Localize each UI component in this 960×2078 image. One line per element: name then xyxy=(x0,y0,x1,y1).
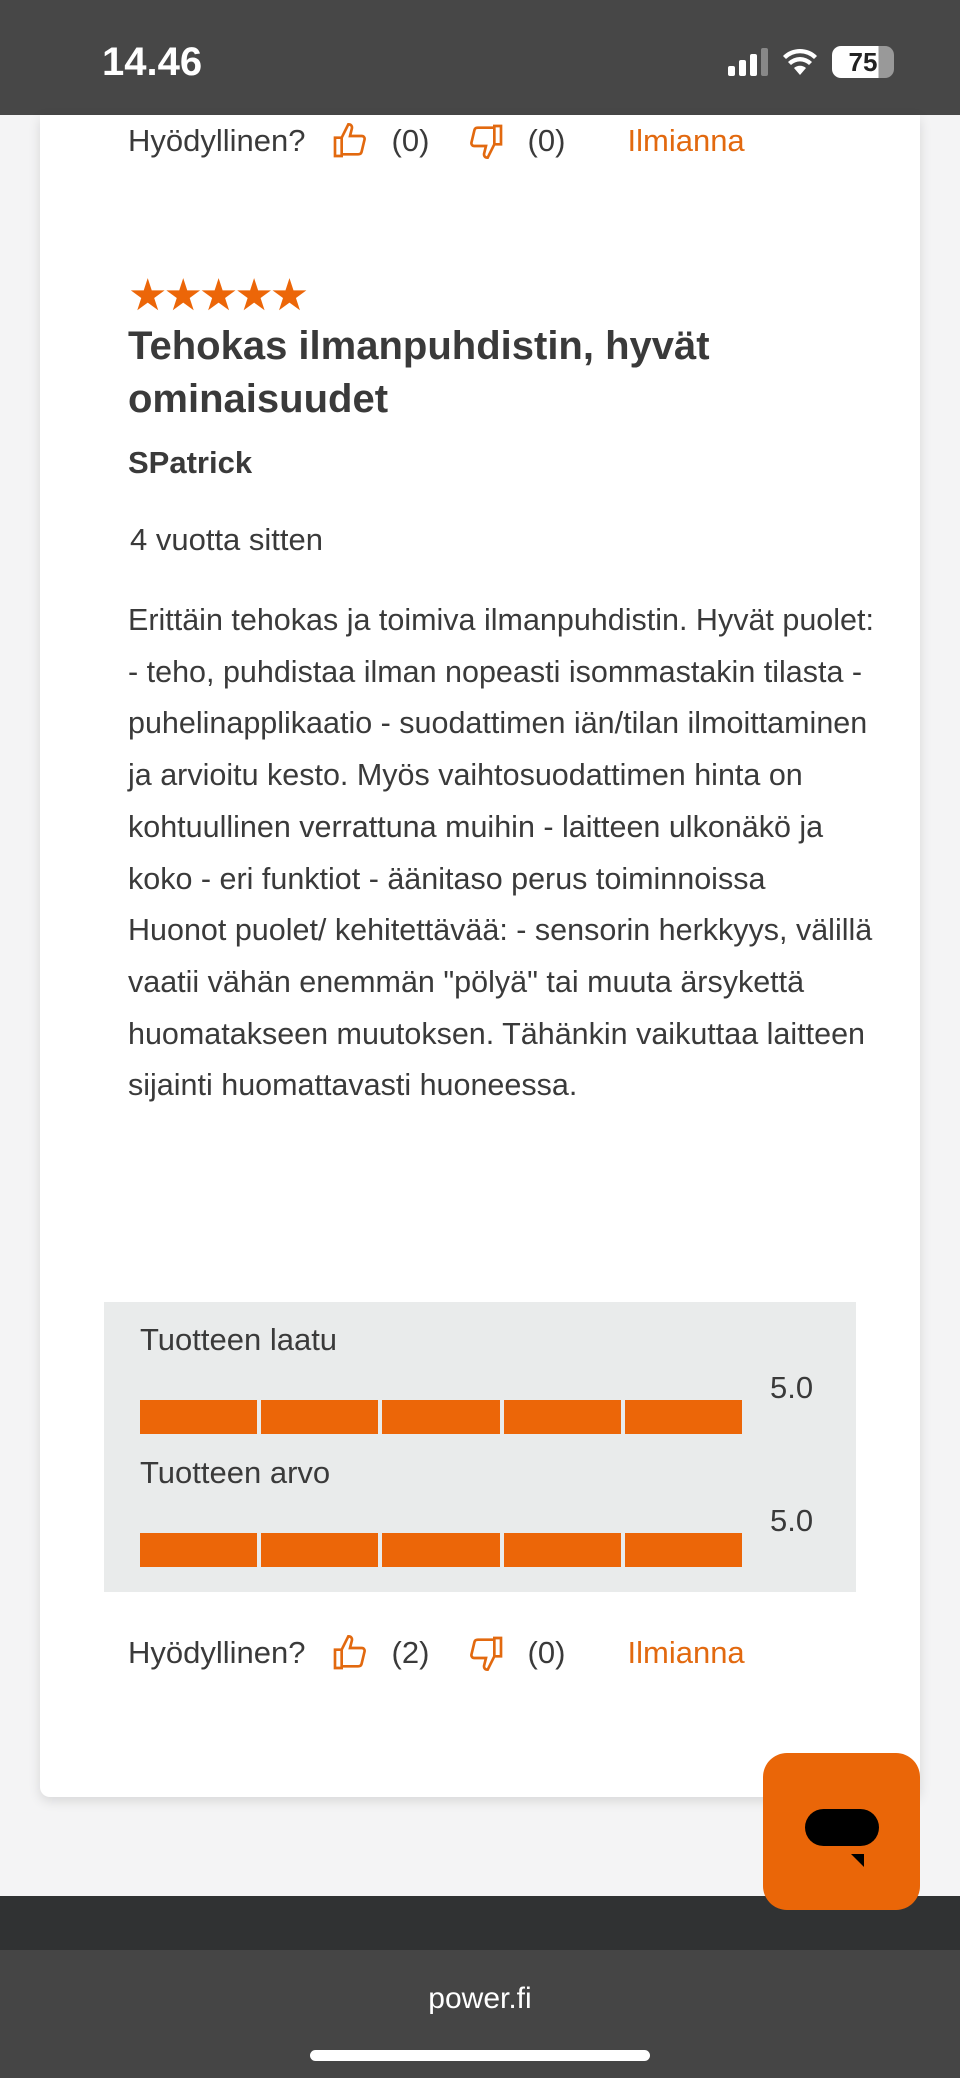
rating-segment xyxy=(625,1400,742,1434)
helpful-row xyxy=(128,121,745,161)
battery-icon: 75 xyxy=(832,46,894,78)
clock: 14.46 xyxy=(102,40,203,84)
helpful-row xyxy=(128,1633,745,1673)
report-link[interactable]: Ilmianna xyxy=(627,1635,745,1670)
sub-ratings xyxy=(104,1302,856,1592)
url-bar[interactable]: power.fi xyxy=(428,1982,532,2015)
rating-value: 5.0 xyxy=(770,1503,814,1538)
status-bar xyxy=(0,0,960,115)
upvote-count: (2) xyxy=(391,1635,430,1670)
rating-label: Tuotteen arvo xyxy=(140,1455,331,1490)
rating-bar xyxy=(140,1400,742,1434)
review-card xyxy=(40,115,920,1797)
review-body: Erittäin tehokas ja toimiva ilmanpuhdistin. Hyvät puolet: - teho, puhdistaa ilman nopeasti isommastakin tilasta - puhelinapplikaatio - suodattimen iän/tilan ilmoittaminen ja arvioitu kesto. Myös vaihtosuodattimen hinta on kohtuullinen verrattuna muihin - laitteen ulkonäkö ja koko - eri funktiot - äänitaso perus toiminnoissa Huonot puolet/ kehitettävää: - sensorin herkkyys, välillä vaatii vähän enemmän "pölyä" tai muuta ärsykettä huomatakseen muutoksen. Tähänkin vaikuttaa laitteen sijainti huomattavasti huoneessa. xyxy=(128,603,883,1103)
rating-segment xyxy=(382,1400,499,1434)
home-indicator xyxy=(310,2050,650,2061)
rating-segment xyxy=(140,1400,257,1434)
rating-segment xyxy=(382,1533,499,1567)
rating-label: Tuotteen laatu xyxy=(140,1322,338,1357)
thumbs-up-icon[interactable] xyxy=(330,1633,370,1673)
upvote-count: (0) xyxy=(391,123,430,158)
report-link[interactable]: Ilmianna xyxy=(627,123,745,158)
thumbs-down-icon[interactable] xyxy=(466,1633,506,1673)
rating-segment xyxy=(625,1533,742,1567)
wifi-icon xyxy=(782,48,818,76)
chat-bubble-icon xyxy=(763,1753,920,1910)
rating-segment xyxy=(261,1400,378,1434)
chat-button[interactable] xyxy=(763,1753,920,1910)
thumbs-down-icon[interactable] xyxy=(466,121,506,161)
rating-segment xyxy=(504,1400,621,1434)
rating-bar xyxy=(140,1533,742,1567)
rating-value: 5.0 xyxy=(770,1370,814,1405)
review-date: 4 vuotta sitten xyxy=(130,522,324,557)
downvote-count: (0) xyxy=(527,123,566,158)
rating-segment xyxy=(261,1533,378,1567)
rating-segment xyxy=(504,1533,621,1567)
star-rating: ★★★★★ xyxy=(128,271,306,320)
browser-bar xyxy=(0,1950,960,2078)
helpful-label: Hyödyllinen? xyxy=(128,1635,306,1670)
review-title: Tehokas ilmanpuhdistin, hyvät ominaisuudet xyxy=(128,324,710,421)
thumbs-up-icon[interactable] xyxy=(330,121,370,161)
rating-segment xyxy=(140,1533,257,1567)
downvote-count: (0) xyxy=(527,1635,566,1670)
signal-icon xyxy=(728,48,768,76)
helpful-label: Hyödyllinen? xyxy=(128,123,306,158)
review-author: SPatrick xyxy=(128,445,253,480)
